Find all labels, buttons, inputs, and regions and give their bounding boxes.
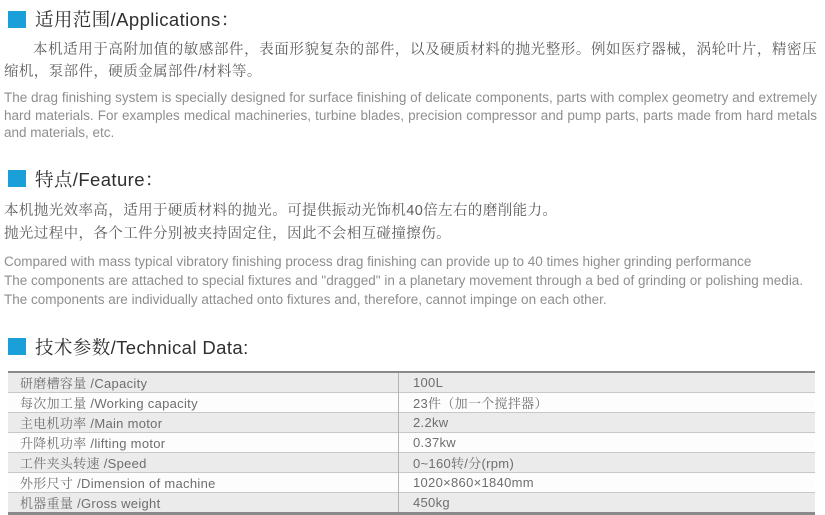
section-heading-feature bbox=[8, 168, 825, 190]
table-row bbox=[8, 432, 815, 452]
table-row bbox=[8, 492, 815, 513]
blue-square-bullet-icon bbox=[8, 170, 26, 187]
table-row bbox=[8, 412, 815, 432]
spec-value: 2.2kw bbox=[399, 412, 816, 432]
feature-english-line: The components are individually attached onto fixtures and, therefore, cannot impinge on each other. bbox=[4, 291, 607, 307]
spec-label: 每次加工量 /Working capacity bbox=[8, 392, 399, 412]
table-row bbox=[8, 472, 815, 492]
spec-label: 外形尺寸 /Dimension of machine bbox=[8, 472, 399, 492]
table-row bbox=[8, 392, 815, 412]
technical-data-table bbox=[8, 371, 815, 515]
spec-value: 450kg bbox=[399, 492, 816, 513]
feature-chinese-line: 抛光过程中，各个工件分别被夹持固定住，因此不会相互碰撞擦伤。 bbox=[4, 226, 451, 242]
spec-label: 工件夹头转速 /Speed bbox=[8, 452, 399, 472]
spec-label: 研磨槽容量 /Capacity bbox=[20, 375, 148, 391]
spec-label: 升降机功率 /lifting motor bbox=[8, 432, 399, 452]
section-heading-applications-label: 适用范围/Applications： bbox=[35, 9, 240, 30]
feature-english-line: The components are attached to special fixtures and "dragged" in a planetary movement through a bed of grinding or polishing media. bbox=[4, 272, 804, 288]
section-heading-technical-data bbox=[8, 336, 825, 358]
spec-value: 1020×860×1840mm bbox=[399, 472, 816, 492]
spec-value: 0.37kw bbox=[399, 432, 816, 452]
table-row bbox=[8, 452, 815, 472]
spec-label: 机器重量 /Gross weight bbox=[8, 492, 399, 513]
applications-chinese-paragraph: 本机适用于高附加值的敏感部件，表面形貌复杂的部件，以及硬质材料的抛光整形。例如医疗器械，涡轮叶片，精密压缩机，泵部件，硬质金属部件/材料等。 bbox=[4, 42, 817, 80]
section-heading-applications bbox=[8, 8, 825, 30]
section-heading-feature-label: 特点/Feature： bbox=[35, 168, 164, 190]
feature-english-line: Compared with mass typical vibratory finishing process drag finishing can provide up to 40 times higher grinding performance bbox=[4, 253, 752, 269]
applications-english-paragraph: The drag finishing system is specially designed for surface finishing of delicate components, parts with complex geometry and extremely hard materials. For examples medical machineries, turbine blades, precision compressor and pump parts, parts made from hard metals and materials, etc. bbox=[4, 90, 817, 140]
feature-chinese-line: 本机抛光效率高，适用于硬质材料的抛光。可提供振动光饰机40倍左右的磨削能力。 bbox=[4, 202, 558, 219]
spec-value: 100L bbox=[399, 372, 816, 393]
spec-value: 0~160转/分(rpm) bbox=[399, 452, 816, 472]
blue-square-bullet-icon bbox=[8, 338, 26, 355]
spec-value: 23件（加一个搅拌器） bbox=[399, 392, 816, 412]
spec-label: 主电机功率 /Main motor bbox=[8, 412, 399, 432]
table-row bbox=[8, 372, 815, 393]
blue-square-bullet-icon bbox=[8, 11, 26, 28]
section-heading-technical-data-label: 技术参数/Technical Data: bbox=[35, 336, 249, 358]
